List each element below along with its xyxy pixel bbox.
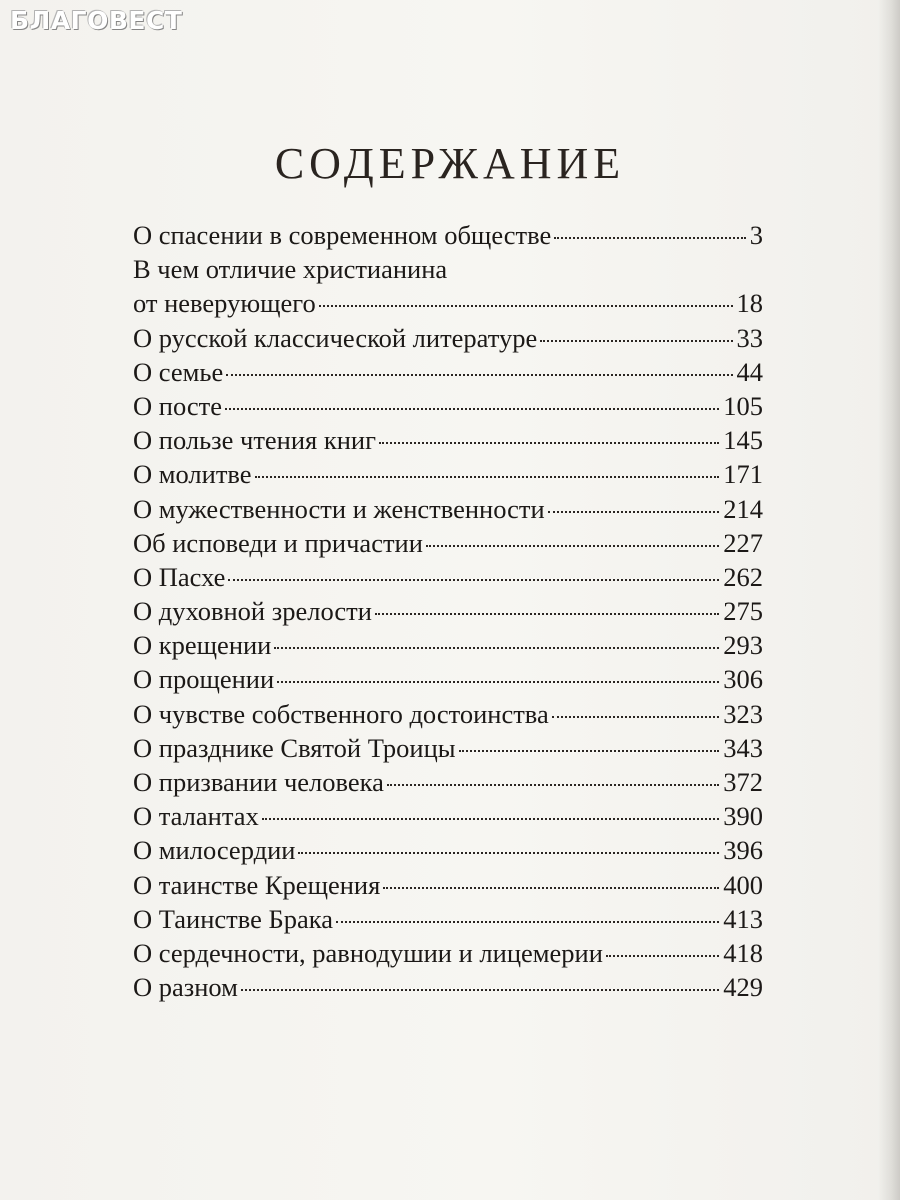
- toc-entry-title: О таинстве Крещения: [133, 869, 381, 900]
- toc-entry: [133, 323, 763, 357]
- toc-entry-page: 227: [723, 527, 763, 558]
- toc-entry-title: О призвании человека: [133, 767, 384, 797]
- toc-entry: [133, 801, 763, 835]
- toc-entry-title: О празднике Святой Троицы: [133, 732, 456, 763]
- toc-entry-page: 413: [723, 903, 763, 934]
- toc-leader-dots: [226, 374, 732, 376]
- toc-entry: [133, 767, 763, 801]
- toc-entry-page: 44: [736, 356, 763, 387]
- toc-entry-page: 372: [723, 767, 763, 797]
- toc-entry: [133, 938, 763, 972]
- toc-entry-page: 275: [723, 596, 763, 627]
- toc-leader-dots: [225, 408, 719, 410]
- toc-leader-dots: [554, 237, 746, 239]
- toc-entry-title: Об исповеди и причастии: [133, 527, 423, 558]
- toc-leader-dots: [262, 818, 720, 820]
- toc-entry-title: В чем отличие христианина: [133, 254, 448, 285]
- toc-entry: [133, 528, 763, 562]
- toc-entry: [133, 699, 763, 733]
- toc-entry-title: О спасении в современном обществе: [133, 220, 552, 250]
- toc-entry-page: 323: [723, 698, 763, 729]
- toc-entry-title: О мужественности и женственности: [133, 493, 545, 524]
- toc-entry-title: О пользе чтения книг: [133, 425, 376, 456]
- toc-entry: [133, 596, 763, 630]
- toc-leader-dots: [379, 442, 719, 444]
- toc-leader-dots: [459, 750, 720, 752]
- toc-leader-dots: [540, 340, 732, 342]
- toc-entry-title: О сердечности, равнодушии и лицемерии: [133, 937, 603, 968]
- toc-entry-title: О крещении: [133, 630, 272, 661]
- toc-entry: [133, 220, 763, 254]
- toc-entry: [133, 870, 763, 904]
- toc-entry-title: О чувстве собственного достоинства: [133, 698, 549, 729]
- toc-leader-dots: [387, 784, 719, 786]
- toc-entry-title: О прощении: [133, 664, 275, 695]
- toc-entry-page: 343: [723, 732, 763, 763]
- page-title: СОДЕРЖАНИЕ: [274, 139, 626, 188]
- toc-leader-dots: [336, 921, 719, 923]
- toc-entry: [133, 288, 763, 322]
- toc-entry-title: О Таинстве Брака: [133, 903, 333, 934]
- toc-leader-dots: [228, 579, 719, 581]
- watermark-logo: БЛАГОВЕСТ: [10, 6, 183, 35]
- toc-entry-title: О семье: [133, 356, 224, 387]
- toc-entry-page: 171: [723, 459, 763, 490]
- toc-entry-page: 145: [723, 425, 763, 456]
- toc-leader-dots: [274, 647, 719, 649]
- toc-entry: [133, 459, 763, 493]
- toc-entry-page: 306: [723, 664, 763, 695]
- toc-leader-dots: [375, 613, 719, 615]
- toc-entry-title: О русской классической литературе: [133, 322, 538, 353]
- toc-entry-title: О посте: [133, 390, 222, 421]
- toc-entry-page: 418: [723, 937, 763, 968]
- toc-entry: [133, 630, 763, 664]
- toc-entry: [133, 391, 763, 425]
- toc-entry-title: О Пасхе: [133, 561, 226, 592]
- toc-entry-page: 390: [723, 801, 763, 832]
- toc-entry: [133, 494, 763, 528]
- toc-entry-page: 33: [736, 322, 763, 353]
- toc-entry: [133, 357, 763, 391]
- toc-entry-page: 105: [723, 390, 763, 421]
- toc-leader-dots: [277, 681, 719, 683]
- toc-leader-dots: [319, 305, 733, 307]
- toc-entry-page: 396: [723, 835, 763, 866]
- toc-entry: [133, 835, 763, 869]
- toc-leader-dots: [548, 511, 720, 513]
- toc-entry-page: 429: [723, 972, 763, 1003]
- toc-entry: [133, 664, 763, 698]
- toc-entry-page: 400: [723, 869, 763, 900]
- toc-entry-title: от неверующего: [133, 288, 316, 319]
- toc-entry-page: 262: [723, 561, 763, 592]
- toc-entry: [133, 562, 763, 596]
- toc-entry: [133, 904, 763, 938]
- toc-entry-title: О духовной зрелости: [133, 596, 372, 627]
- toc-entry-title: О талантах: [133, 801, 259, 832]
- toc-entry-page: 214: [723, 493, 763, 524]
- toc-entry-title: О молитве: [133, 459, 252, 490]
- toc-entry-title: О милосердии: [133, 835, 296, 866]
- toc-leader-dots: [241, 989, 719, 991]
- toc-entry: [133, 972, 763, 1006]
- toc-entry: [133, 733, 763, 767]
- toc-leader-dots: [552, 716, 720, 718]
- toc-leader-dots: [383, 887, 719, 889]
- toc-entry-page: 293: [723, 630, 763, 661]
- toc-entry-page: 18: [736, 288, 763, 319]
- toc-leader-dots: [606, 955, 719, 957]
- toc-entry-line: [133, 254, 763, 288]
- toc-leader-dots: [255, 476, 720, 478]
- toc-entry-page: 3: [749, 220, 763, 250]
- toc-entry: [133, 425, 763, 459]
- toc-leader-dots: [298, 852, 719, 854]
- table-of-contents: [133, 220, 763, 1006]
- toc-entry-title: О разном: [133, 972, 238, 1003]
- toc-leader-dots: [426, 545, 719, 547]
